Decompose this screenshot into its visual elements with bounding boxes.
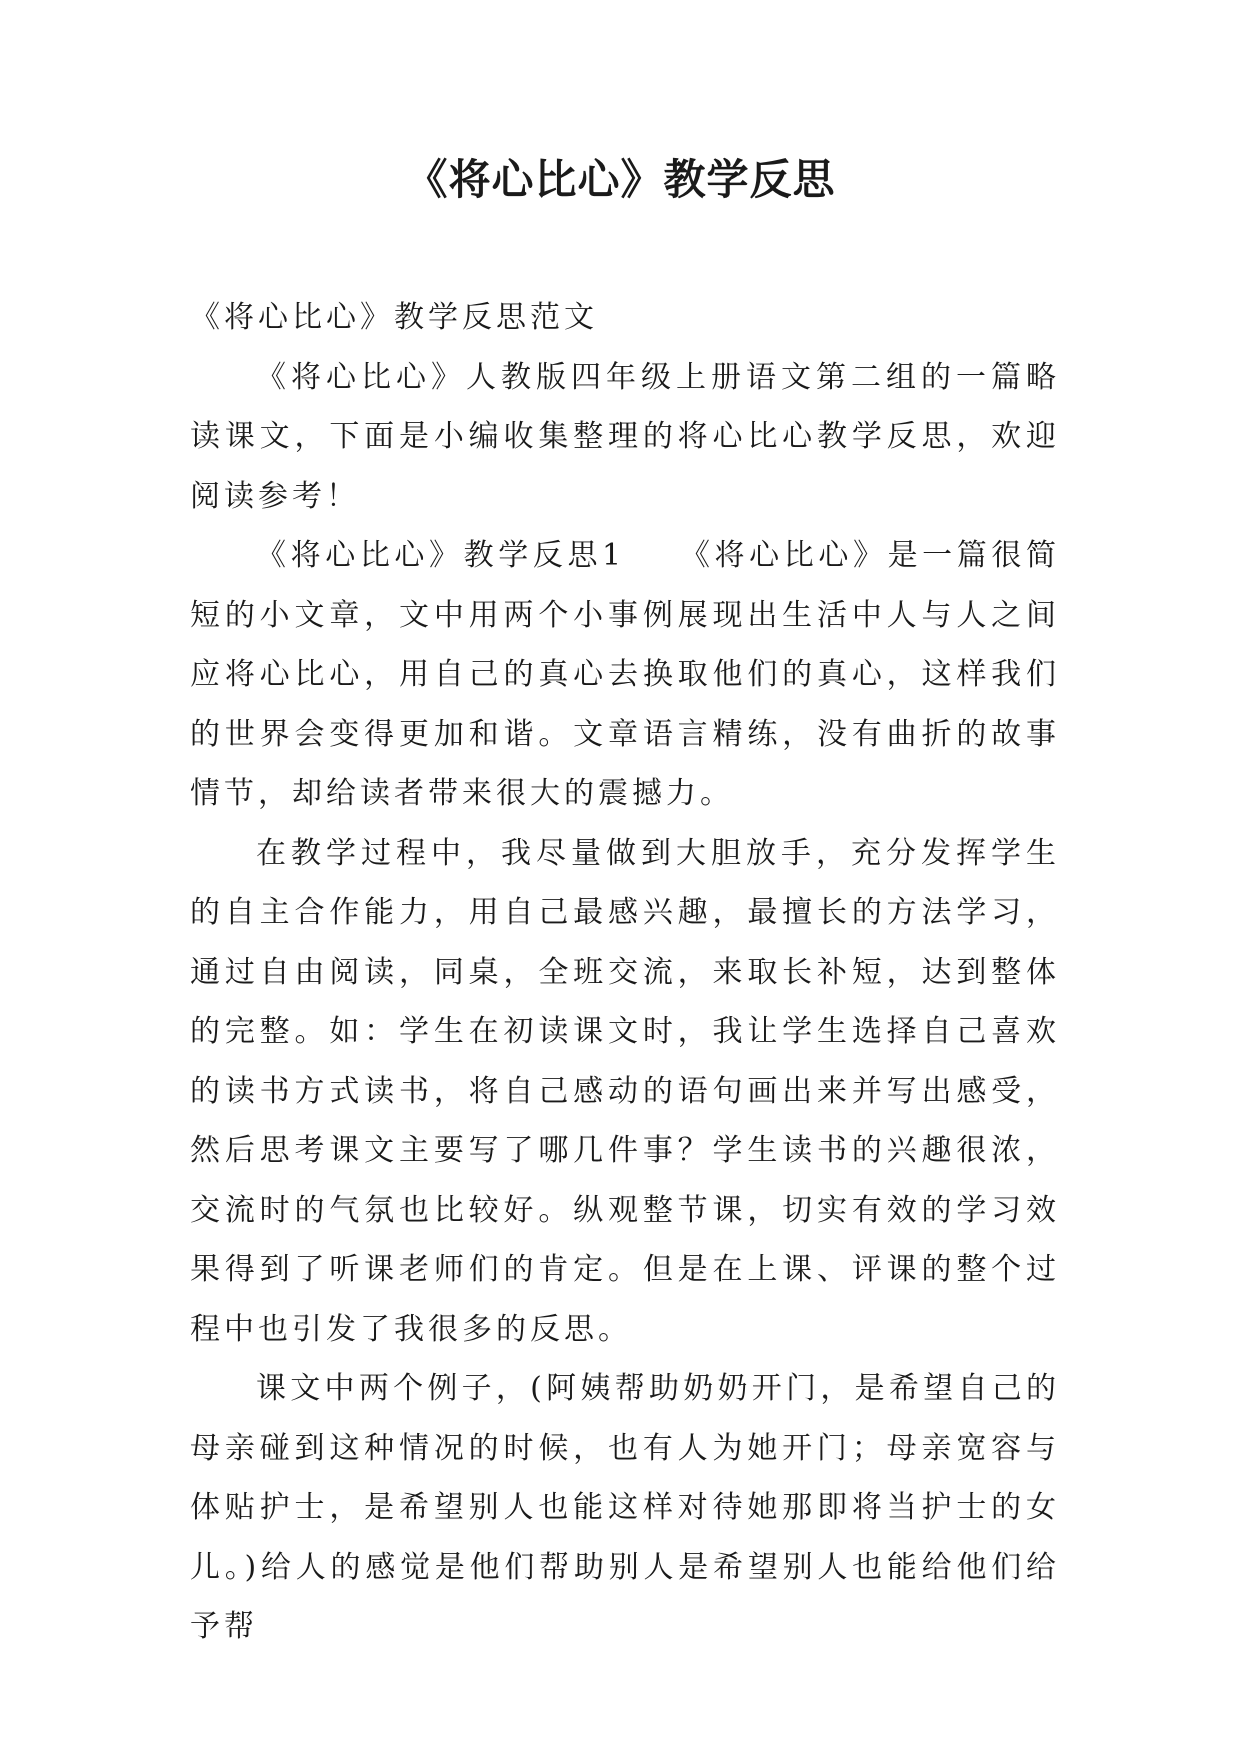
document-body: [190, 288, 1060, 1657]
document-subtitle: 《将心比心》教学反思范文: [190, 300, 598, 335]
paragraph-reflection-1: 《将心比心》教学反思1 《将心比心》是一篇很简短的小文章，文中用两个小事例展现出生活中人与人之间应将心比心，用自己的真心去换取他们的真心，这样我们的世界会变得更加和谐。文章语言精练，没有曲折的故事情节，却给读者带来很大的震撼力。: [190, 538, 1060, 811]
paragraph-examples: 课文中两个例子，(阿姨帮助奶奶开门，是希望自己的母亲碰到这种情况的时候，也有人为她开门；母亲宽容与体贴护士，是希望别人也能这样对待她那即将当护士的女儿。)给人的感觉是他们帮助别人是希望别人也能给他们给予帮: [190, 1371, 1060, 1644]
document-title: 《将心比心》教学反思: [405, 155, 836, 204]
paragraph-teaching-process: 在教学过程中，我尽量做到大胆放手，充分发挥学生的自主合作能力，用自己最感兴趣，最擅长的方法学习，通过自由阅读，同桌，全班交流，来取长补短，达到整体的完整。如：学生在初读课文时，我让学生选择自己喜欢的读书方式读书，将自己感动的语句画出来并写出感受，然后思考课文主要写了哪几件事？学生读书的兴趣很浓，交流时的气氛也比较好。纵观整节课，切实有效的学习效果得到了听课老师们的肯定。但是在上课、评课的整个过程中也引发了我很多的反思。: [190, 835, 1060, 1347]
paragraph-intro: 《将心比心》人教版四年级上册语文第二组的一篇略读课文，下面是小编收集整理的将心比心教学反思，欢迎阅读参考！: [190, 359, 1060, 514]
